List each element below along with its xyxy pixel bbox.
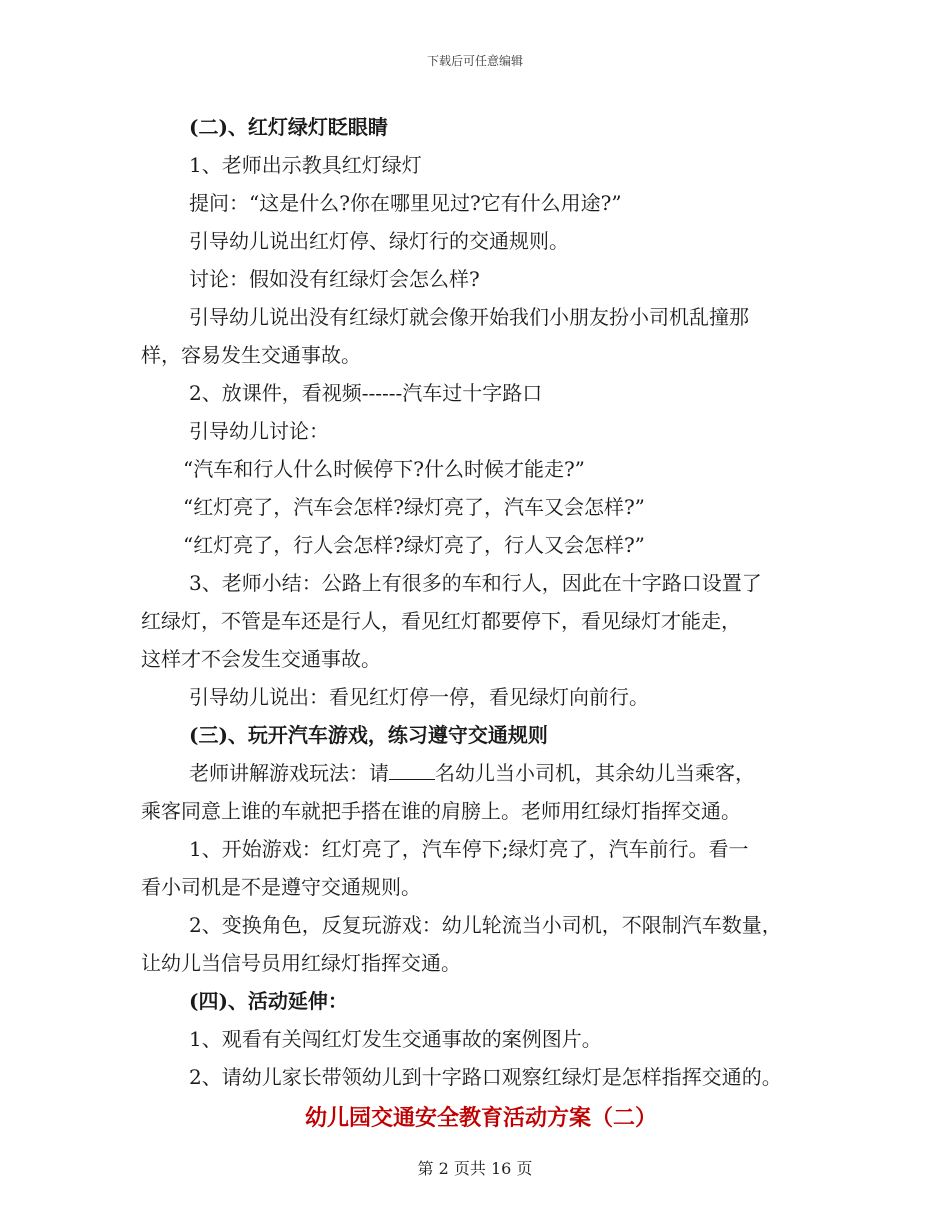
text-line: 1、老师出示教具红灯绿灯 — [189, 153, 422, 177]
text-line: 引导幼儿说出：看见红灯停一停，看见绿灯向前行。 — [189, 685, 649, 709]
text-line: 这样才不会发生交通事故。 — [141, 647, 381, 671]
text-segment: 老师讲解游戏玩法：请 — [189, 761, 389, 785]
text-line: 红绿灯，不管是车还是行人，看见红灯都要停下，看见绿灯才能走， — [141, 609, 741, 633]
text-line: 2、变换角色，反复玩游戏：幼儿轮流当小司机，不限制汽车数量， — [189, 913, 782, 937]
text-line: 提问：“这是什么?你在哪里见过?它有什么用途?” — [189, 191, 622, 215]
text-line: 引导幼儿讨论： — [189, 419, 329, 443]
section-heading: (四)、活动延伸： — [189, 989, 348, 1013]
text-line: 乘客同意上谁的车就把手搭在谁的肩膀上。老师用红绿灯指挥交通。 — [141, 799, 741, 823]
text-segment: 名幼儿当小司机，其余幼儿当乘客， — [435, 761, 755, 785]
text-line: 2、请幼儿家长带领幼儿到十字路口观察红绿灯是怎样指挥交通的。 — [189, 1065, 782, 1089]
text-line: “红灯亮了，行人会怎样?绿灯亮了，行人又会怎样?” — [183, 533, 645, 557]
section-heading: (二)、红灯绿灯眨眼睛 — [189, 115, 388, 139]
section-heading: (三)、玩开汽车游戏，练习遵守交通规则 — [189, 723, 548, 747]
text-line: 2、放课件，看视频------汽车过十字路口 — [189, 381, 543, 405]
text-line: 样，容易发生交通事故。 — [141, 343, 361, 367]
text-line: 看小司机是不是遵守交通规则。 — [141, 875, 421, 899]
section-title: 幼儿园交通安全教育活动方案（二） — [304, 1105, 657, 1131]
text-line: 让幼儿当信号员用红绿灯指挥交通。 — [141, 951, 461, 975]
text-line: 引导幼儿说出没有红绿灯就会像开始我们小朋友扮小司机乱撞那 — [189, 305, 749, 329]
paragraph-lines — [141, 108, 821, 1096]
text-line: 1、开始游戏：红灯亮了，汽车停下;绿灯亮了，汽车前行。看一 — [189, 837, 749, 861]
page-header: 下载后可任意编辑 — [426, 54, 523, 68]
text-line: 1、观看有关闯红灯发生交通事故的案例图片。 — [189, 1027, 602, 1051]
text-line: “红灯亮了，汽车会怎样?绿灯亮了，汽车又会怎样?” — [183, 495, 645, 519]
text-line — [141, 754, 821, 792]
text-line: 3、老师小结：公路上有很多的车和行人，因此在十字路口设置了 — [189, 571, 762, 595]
document-body — [141, 108, 821, 1138]
fill-in-blank — [389, 761, 435, 780]
text-line: 引导幼儿说出红灯停、绿灯行的交通规则。 — [189, 229, 569, 253]
text-line: 讨论：假如没有红绿灯会怎么样? — [189, 267, 480, 291]
page-footer: 第 2 页共 16 页 — [417, 1159, 533, 1178]
text-line: “汽车和行人什么时候停下?什么时候才能走?” — [183, 457, 585, 481]
